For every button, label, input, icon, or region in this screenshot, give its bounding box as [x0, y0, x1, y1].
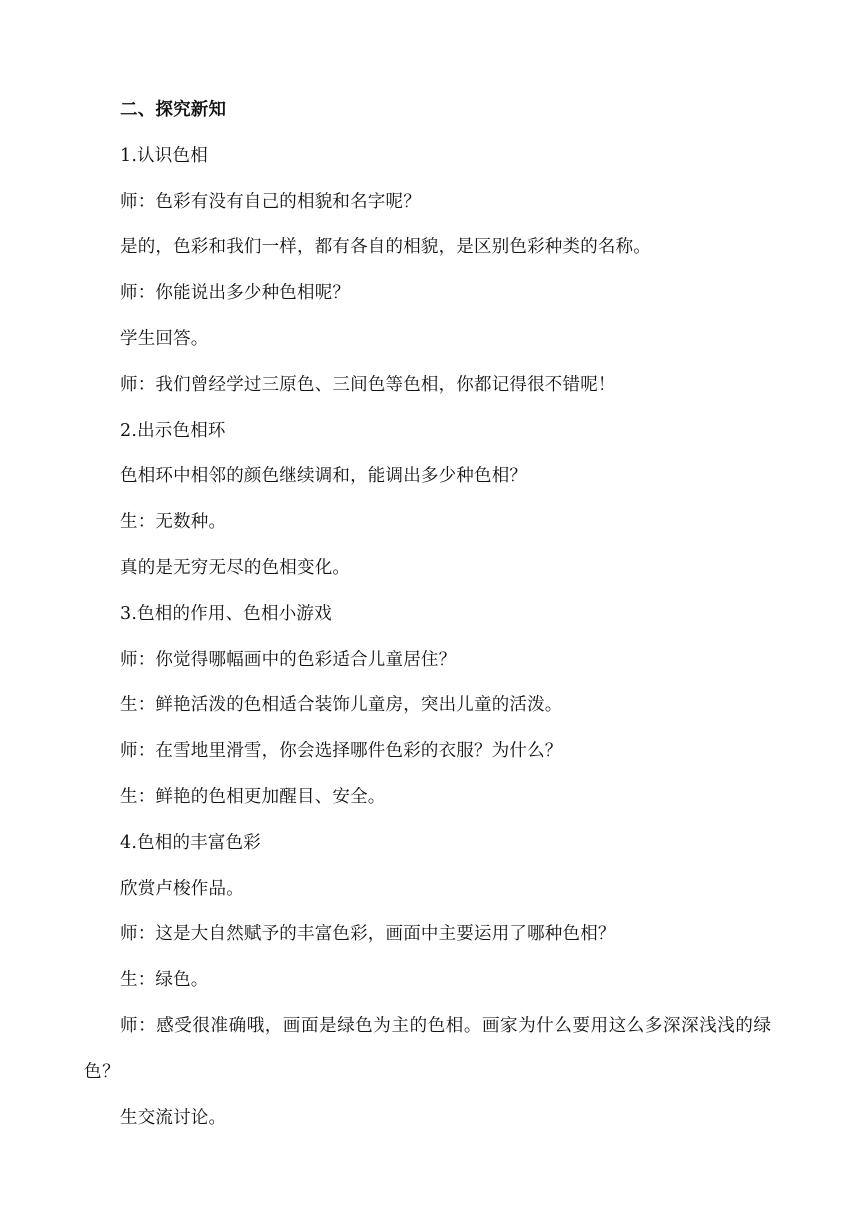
- paragraph: 生交流讨论。: [120, 1107, 227, 1128]
- paragraph: 是的，色彩和我们一样，都有各自的相貌，是区别色彩种类的名称。: [120, 237, 651, 258]
- paragraph: 师：这是大自然赋予的丰富色彩，画面中主要运用了哪种色相？: [120, 924, 616, 945]
- paragraph: 学生回答。: [120, 328, 209, 349]
- paragraph: 生：无数种。: [120, 512, 227, 533]
- paragraph: 师：色彩有没有自己的相貌和名字呢？: [120, 191, 421, 212]
- paragraph: 师：你能说出多少种色相呢？: [120, 283, 351, 304]
- section-heading: 二、探究新知: [120, 100, 227, 120]
- paragraph: 师：在雪地里滑雪，你会选择哪件色彩的衣服？为什么？: [120, 741, 563, 762]
- paragraph: 欣赏卢梭作品。: [120, 878, 244, 899]
- paragraph: 生：绿色。: [120, 970, 209, 991]
- paragraph: 真的是无穷无尽的色相变化。: [120, 557, 351, 578]
- paragraph: 师：感受很准确哦，画面是绿色为主的色相。画家为什么要用这么多深深浅浅的绿色？: [84, 1015, 772, 1082]
- paragraph: 色相环中相邻的颜色继续调和，能调出多少种色相？: [120, 466, 528, 487]
- subheading-hue-wheel: 2.出示色相环: [120, 420, 226, 441]
- subheading-recognize-hue: 1.认识色相: [120, 145, 208, 166]
- subheading-hue-function-game: 3.色相的作用、色相小游戏: [120, 603, 332, 624]
- paragraph: 师：你觉得哪幅画中的色彩适合儿童居住？: [120, 649, 457, 670]
- document-body: [84, 88, 776, 1141]
- paragraph: 生：鲜艳的色相更加醒目、安全。: [120, 786, 386, 807]
- paragraph: 师：我们曾经学过三原色、三间色等色相，你都记得很不错呢！: [120, 374, 616, 395]
- paragraph: 生：鲜艳活泼的色相适合装饰儿童房，突出儿童的活泼。: [120, 695, 563, 716]
- subheading-rich-hue-colors: 4.色相的丰富色彩: [120, 832, 261, 853]
